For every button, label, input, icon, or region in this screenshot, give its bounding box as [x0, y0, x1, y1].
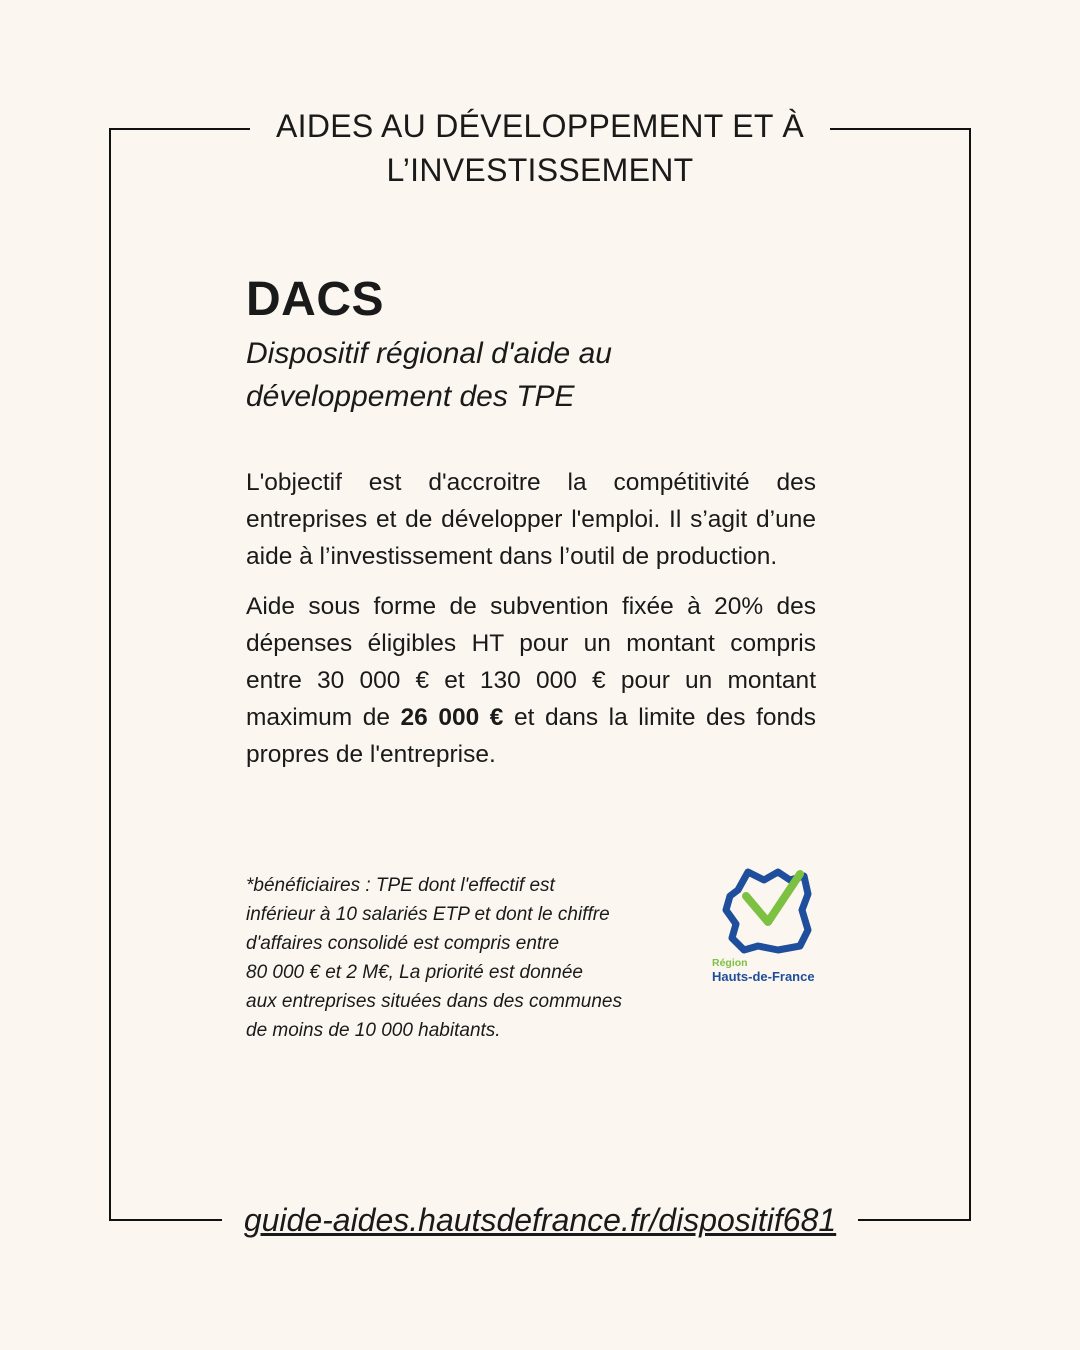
note-line: d'affaires consolidé est compris entre	[246, 933, 560, 954]
aid-text-after: et dans la limite des fonds propres de l'entreprise.	[246, 704, 816, 768]
main-content	[246, 272, 816, 773]
logo-label-name: Hauts-de-France	[712, 969, 815, 984]
aid-text-before: Aide sous forme de subvention fixée à 20% des dépenses éligibles HT pour un montant compris entre 30 000 € et 130 000 € pour un montant maximum de	[246, 593, 816, 731]
note-line: aux entreprises situées dans des communes	[246, 991, 622, 1012]
note-line: *bénéficiaires : TPE dont l'effectif est	[246, 875, 555, 896]
objective-paragraph: L'objectif est d'accroitre la compétitivité des entreprises et de développer l'emploi. Il s’agit d’une aide à l’investissement dans l’outil de production.	[246, 469, 816, 570]
max-amount: 26 000 €	[400, 704, 504, 731]
note-line: de moins de 10 000 habitants.	[246, 1020, 501, 1041]
logo-label-region: Région	[712, 957, 748, 969]
section-header	[250, 104, 830, 192]
note-line: 80 000 € et 2 M€, La priorité est donnée	[246, 962, 583, 983]
page-title: DACS	[246, 273, 385, 326]
aid-paragraph	[246, 588, 816, 773]
subtitle-line-2: développement des TPE	[246, 380, 575, 413]
subtitle-line-1: Dispositif régional d'aide au	[246, 337, 612, 370]
header-line-1: AIDES AU DÉVELOPPEMENT ET À	[276, 108, 804, 144]
beneficiaries-note	[246, 871, 686, 1045]
page-subtitle	[246, 332, 816, 418]
footer-link[interactable]: guide-aides.hautsdefrance.fr/dispositif681	[222, 1197, 858, 1243]
header-line-2: L’INVESTISSEMENT	[386, 152, 694, 188]
note-line: inférieur à 10 salariés ETP et dont le chiffre	[246, 904, 610, 925]
